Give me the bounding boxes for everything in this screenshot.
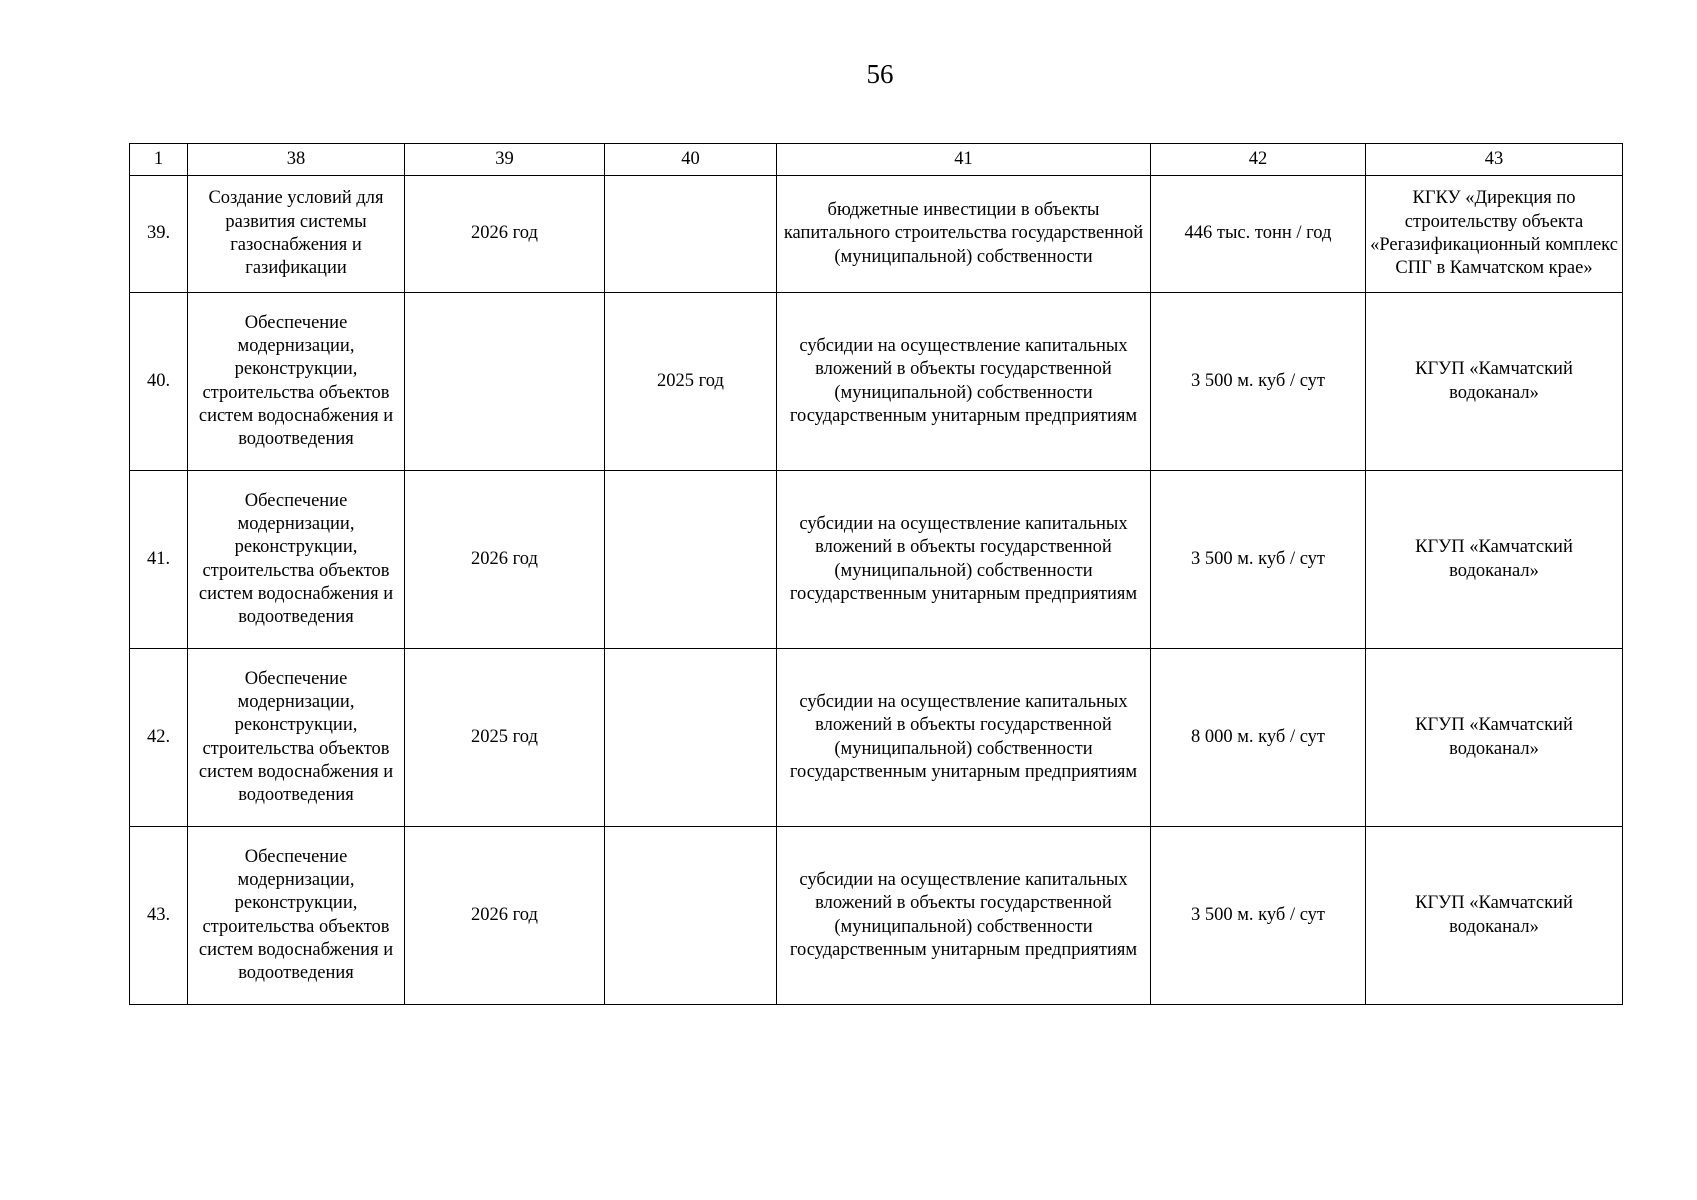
object-name: Создание условий для развития системы газоснабжения и газификации (188, 176, 405, 293)
table-header-row (130, 144, 1623, 176)
header-cell: 1 (130, 144, 188, 176)
year-col-40 (605, 176, 777, 293)
row-number: 41. (130, 471, 188, 649)
year-col-39: 2026 год (405, 827, 605, 1005)
capacity: 446 тыс. тонн / год (1151, 176, 1366, 293)
year-col-39 (405, 293, 605, 471)
investment-form: бюджетные инвестиции в объекты капитального строительства государственной (муниципальной) собственности (777, 176, 1151, 293)
year-col-40 (605, 649, 777, 827)
investment-form: субсидии на осуществление капитальных вложений в объекты государственной (муниципальной) собственности государственным унитарным предприятиям (777, 293, 1151, 471)
year-col-39: 2026 год (405, 471, 605, 649)
executor: КГУП «Камчатский водоканал» (1366, 649, 1623, 827)
header-cell: 41 (777, 144, 1151, 176)
object-name: Обеспечение модернизации, реконструкции, строительства объектов систем водоснабжения и водоотведения (188, 649, 405, 827)
row-number: 40. (130, 293, 188, 471)
capacity: 3 500 м. куб / сут (1151, 471, 1366, 649)
year-col-40 (605, 827, 777, 1005)
executor: КГУП «Камчатский водоканал» (1366, 293, 1623, 471)
year-col-40: 2025 год (605, 293, 777, 471)
table-row (130, 293, 1623, 471)
table-row (130, 827, 1623, 1005)
header-cell: 38 (188, 144, 405, 176)
header-cell: 39 (405, 144, 605, 176)
object-name: Обеспечение модернизации, реконструкции, строительства объектов систем водоснабжения и водоотведения (188, 293, 405, 471)
capacity: 3 500 м. куб / сут (1151, 827, 1366, 1005)
capacity: 3 500 м. куб / сут (1151, 293, 1366, 471)
year-col-40 (605, 471, 777, 649)
header-cell: 40 (605, 144, 777, 176)
page-number: 56 (866, 59, 894, 89)
capacity: 8 000 м. куб / сут (1151, 649, 1366, 827)
row-number: 43. (130, 827, 188, 1005)
header-cell: 42 (1151, 144, 1366, 176)
object-name: Обеспечение модернизации, реконструкции, строительства объектов систем водоснабжения и водоотведения (188, 827, 405, 1005)
investment-form: субсидии на осуществление капитальных вложений в объекты государственной (муниципальной) собственности государственным унитарным предприятиям (777, 471, 1151, 649)
executor: КГУП «Камчатский водоканал» (1366, 827, 1623, 1005)
table-row (130, 649, 1623, 827)
table-row (130, 176, 1623, 293)
executor: КГУП «Камчатский водоканал» (1366, 471, 1623, 649)
year-col-39: 2025 год (405, 649, 605, 827)
investment-table (129, 143, 1623, 1005)
header-cell: 43 (1366, 144, 1623, 176)
row-number: 39. (130, 176, 188, 293)
row-number: 42. (130, 649, 188, 827)
table-row (130, 471, 1623, 649)
object-name: Обеспечение модернизации, реконструкции, строительства объектов систем водоснабжения и водоотведения (188, 471, 405, 649)
year-col-39: 2026 год (405, 176, 605, 293)
investment-form: субсидии на осуществление капитальных вложений в объекты государственной (муниципальной) собственности государственным унитарным предприятиям (777, 649, 1151, 827)
investment-form: субсидии на осуществление капитальных вложений в объекты государственной (муниципальной) собственности государственным унитарным предприятиям (777, 827, 1151, 1005)
executor: КГКУ «Дирекция по строительству объекта «Регазификационный комплекс СПГ в Камчатском крае» (1366, 176, 1623, 293)
